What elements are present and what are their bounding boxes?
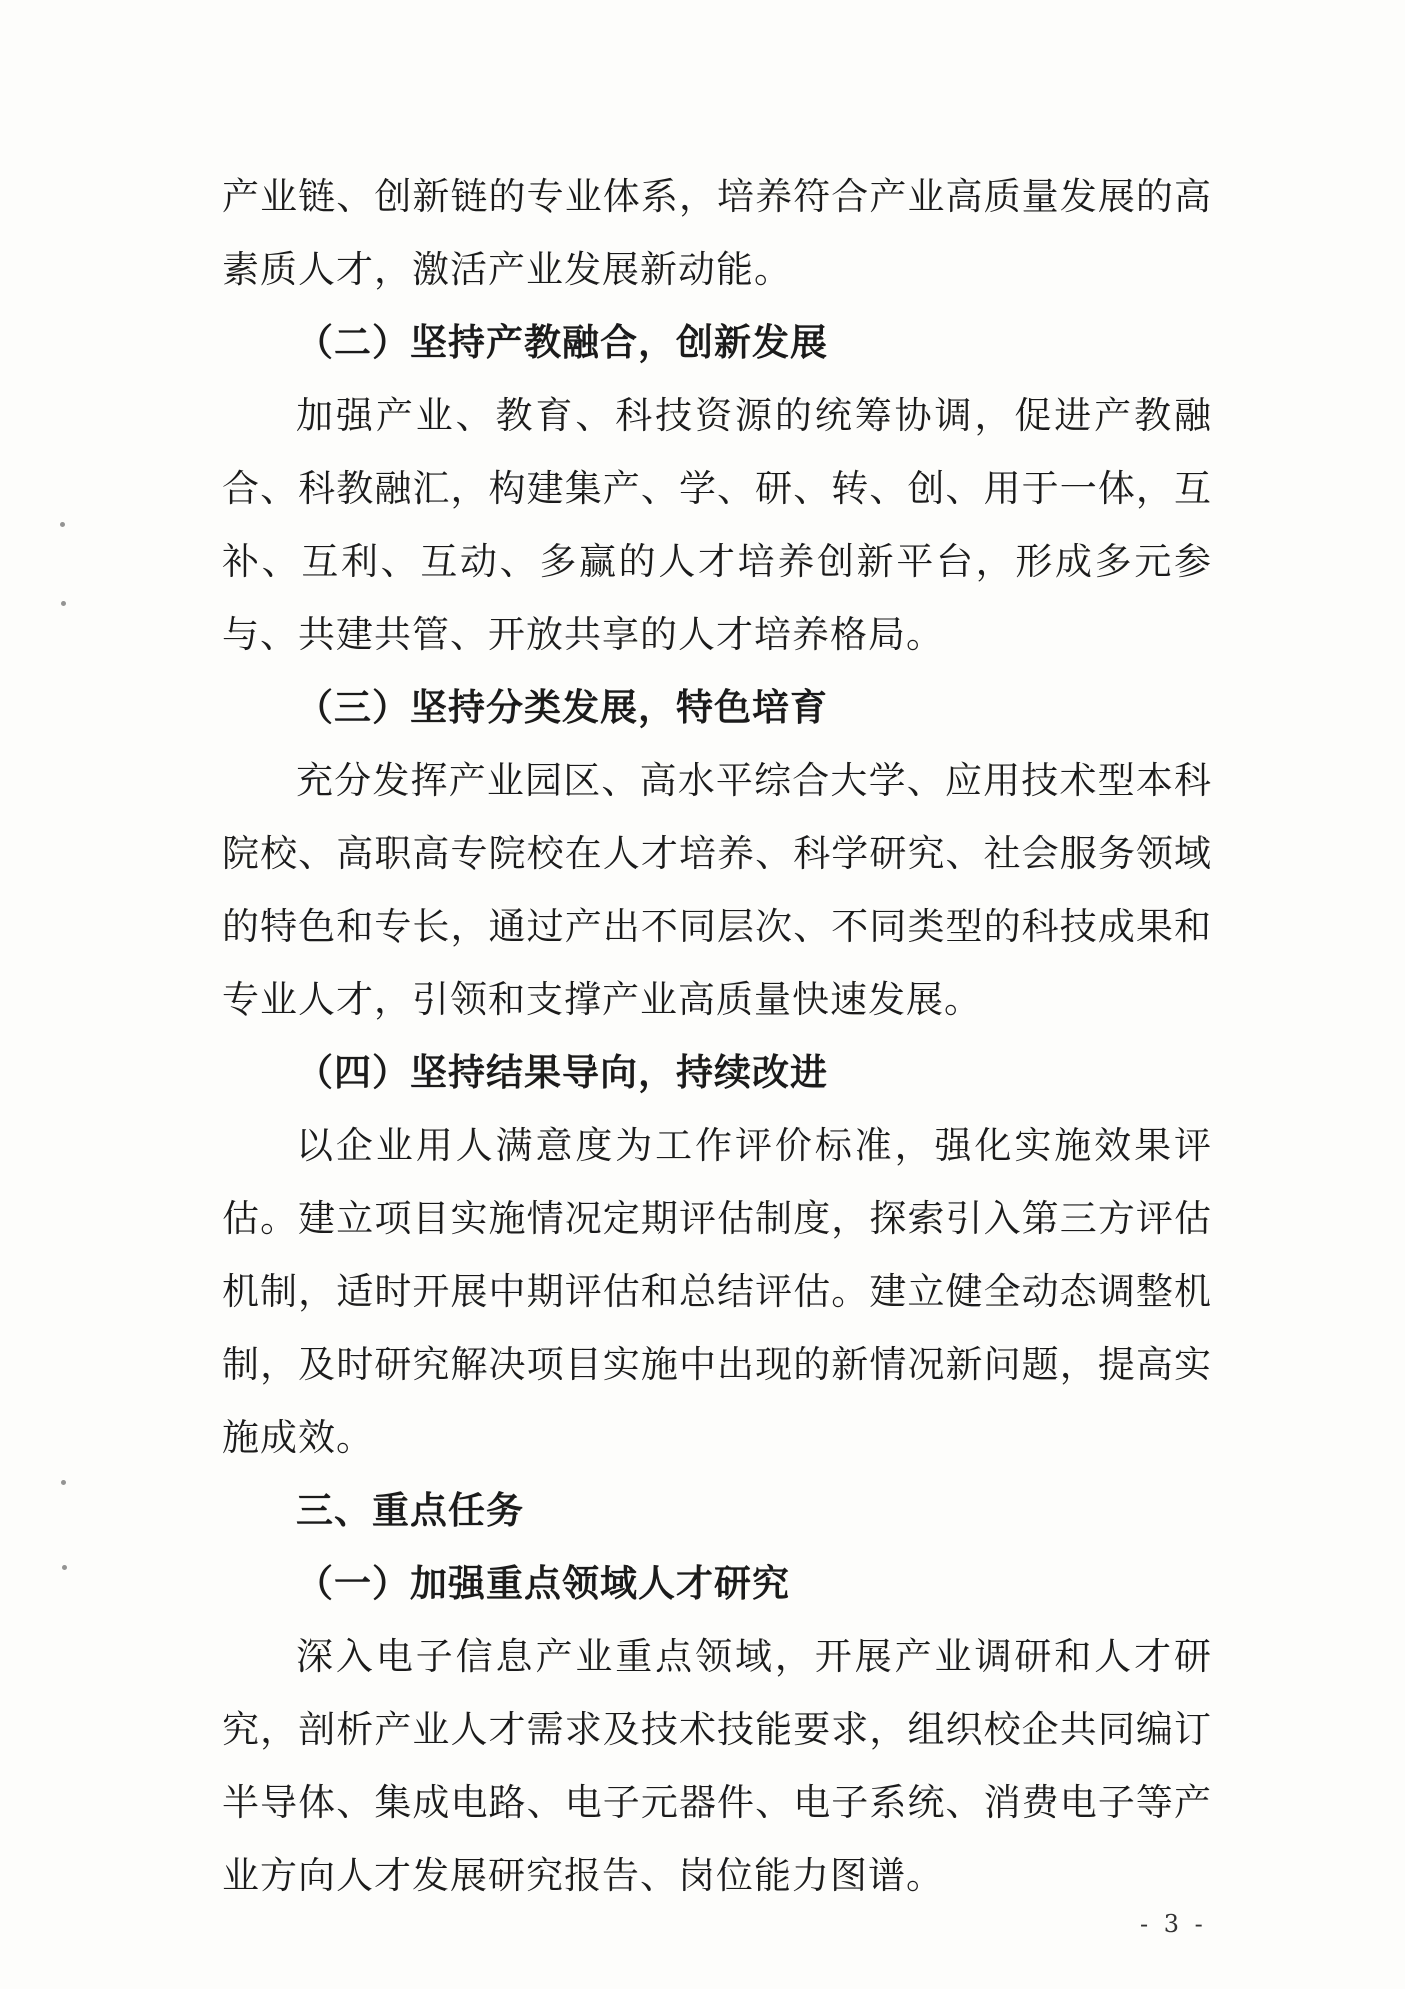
scan-speck: [61, 1480, 66, 1485]
subheading-classified-development: （三）坚持分类发展，特色培育: [296, 685, 828, 729]
paragraph-body: 以企业用人满意度为工作评价标准，强化实施效果评估。建立项目实施情况定期评估制度，探索引入第三方评估机制，适时开展中期评估和总结评估。建立健全动态调整机制，及时研究解决项目实施中出现的新情况新问题，提高实施成效。: [222, 1124, 1212, 1459]
paragraph-continued: 产业链、创新链的专业体系，培养符合产业高质量发展的高素质人才，激活产业发展新动能。: [222, 175, 1212, 291]
scan-speck: [60, 522, 65, 527]
scan-speck: [61, 601, 66, 606]
subheading-result-oriented: （四）坚持结果导向，持续改进: [296, 1050, 828, 1094]
paragraph-body: 深入电子信息产业重点领域，开展产业调研和人才研究，剖析产业人才需求及技术技能要求，组织校企共同编订半导体、集成电路、电子元器件、电子系统、消费电子等产业方向人才发展研究报告、岗位能力图谱。: [222, 1635, 1212, 1897]
subheading-industry-education-integration: （二）坚持产教融合，创新发展: [296, 320, 828, 364]
scan-speck: [62, 1565, 67, 1570]
page-number: - 3 -: [1140, 1910, 1207, 1938]
paragraph-body: 加强产业、教育、科技资源的统筹协调，促进产教融合、科教融汇，构建集产、学、研、转、创、用于一体，互补、互利、互动、多赢的人才培养创新平台，形成多元参与、共建共管、开放共享的人才培养格局。: [222, 394, 1212, 656]
document-body: [222, 160, 1212, 1912]
paragraph-body: 充分发挥产业园区、高水平综合大学、应用技术型本科院校、高职高专院校在人才培养、科学研究、社会服务领域的特色和专长，通过产出不同层次、不同类型的科技成果和专业人才，引领和支撑产业高质量快速发展。: [222, 759, 1212, 1021]
subheading-talent-research: （一）加强重点领域人才研究: [296, 1561, 790, 1605]
section-heading-key-tasks: 三、重点任务: [296, 1489, 524, 1532]
